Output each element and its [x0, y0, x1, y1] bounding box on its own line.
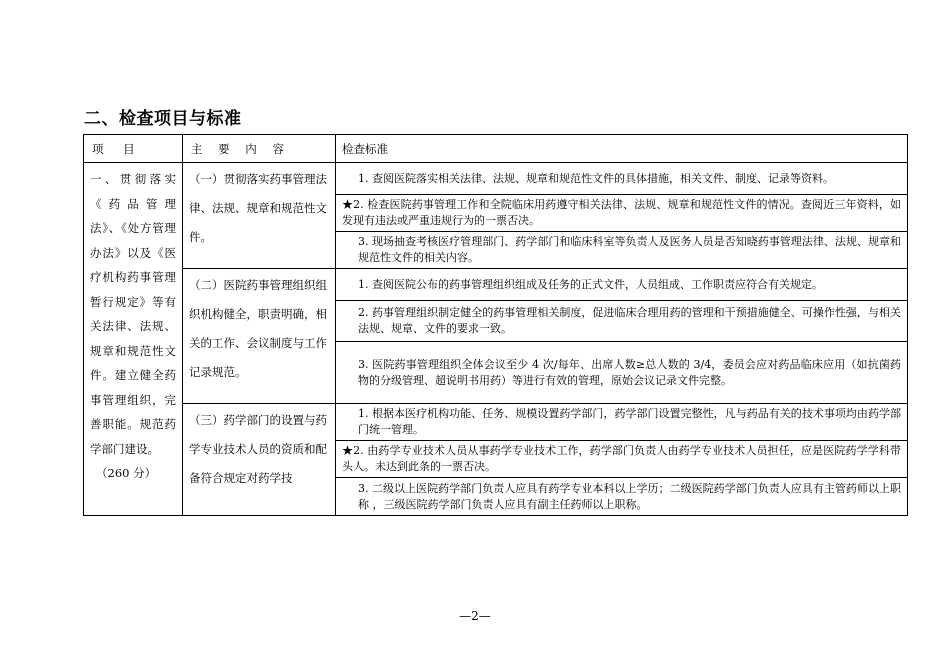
standard-cell: ★2. 检查医院药事管理工作和全院临床用药遵守相关法律、法规、规章和规范性文件的情况。查阅近三年资料，如发现有违法或严重违规行为的一票否决。	[336, 195, 908, 232]
standard-cell: ★2. 由药学专业技术人员从事药学专业技术工作，药学部门负责人由药学专业技术人员担任，应是医院药学学科带头人。未达到此条的一票否决。	[336, 441, 908, 478]
standard-cell: 1. 查阅医院公布的药事管理组织组成及任务的正式文件，人员组成、工作职责应符合有关规定。	[336, 269, 908, 301]
content-cell-1: （一）贯彻落实药事管理法律、法规、规章和规范性文件。	[183, 163, 336, 269]
content-cell-2: （二）医院药事管理组织组织机构健全，职责明确，相关的工作、会议制度与工作记录规范。	[183, 269, 336, 404]
section-title: 二、检查项目与标准	[84, 109, 242, 129]
header-standard: 检查标准	[336, 135, 908, 163]
page-number: —2—	[459, 609, 491, 623]
content-cell-3: （三）药学部门的设置与药学专业技术人员的资质和配备符合规定对药学技	[183, 404, 336, 516]
standard-cell: 1. 查阅医院落实相关法律、法规、规章和规范性文件的具体措施，相关文件、制度、记录等资料。	[336, 163, 908, 195]
standard-cell: 3. 二级以上医院药学部门负责人应具有药学专业本科以上学历；二级医院药学部门负责人应具有主管药师以上职称 ，三级医院药学部门负责人应具有副主任药师以上职称。	[336, 478, 908, 516]
table-header-row	[84, 135, 908, 163]
standard-cell: 3. 医院药事管理组织全体会议至少 4 次/每年、出席人数≥总人数的 3/4，委员会应对药品临床应用（如抗菌药物的分级管理、超说明书用药）等进行有效的管理，原始会议记录文件完整。	[336, 342, 908, 404]
standard-cell: 1. 根据本医疗机构功能、任务、规模设置药学部门，药学部门设置完整性，凡与药品有关的技术事项均由药学部门统一管理。	[336, 404, 908, 441]
item-text: 一、贯彻落实《药品管理法》、《处方管理办法》以及《医疗机构药事管理暂行规定》等有关法律、法规、规章和规范性文件。建立健全药事管理组织，完善职能。规范药学部门建设。	[90, 172, 176, 456]
table-row	[84, 404, 908, 441]
header-item: 项 目	[84, 135, 183, 163]
header-content: 主 要 内 容	[183, 135, 336, 163]
item-score: （260 分）	[96, 466, 157, 480]
table-row	[84, 163, 908, 195]
standard-cell: 3. 现场抽查考核医疗管理部门、药学部门和临床科室等负责人及医务人员是否知晓药事管理法律、法规、规章和规范性文件的相关内容。	[336, 232, 908, 269]
item-cell	[84, 163, 183, 516]
inspection-standards-table	[83, 134, 908, 516]
table-row	[84, 269, 908, 301]
standard-cell: 2. 药事管理组织制定健全的药事管理相关制度，促进临床合理用药的管理和干预措施健全、可操作性强，与相关法规、规章、文件的要求一致。	[336, 301, 908, 342]
